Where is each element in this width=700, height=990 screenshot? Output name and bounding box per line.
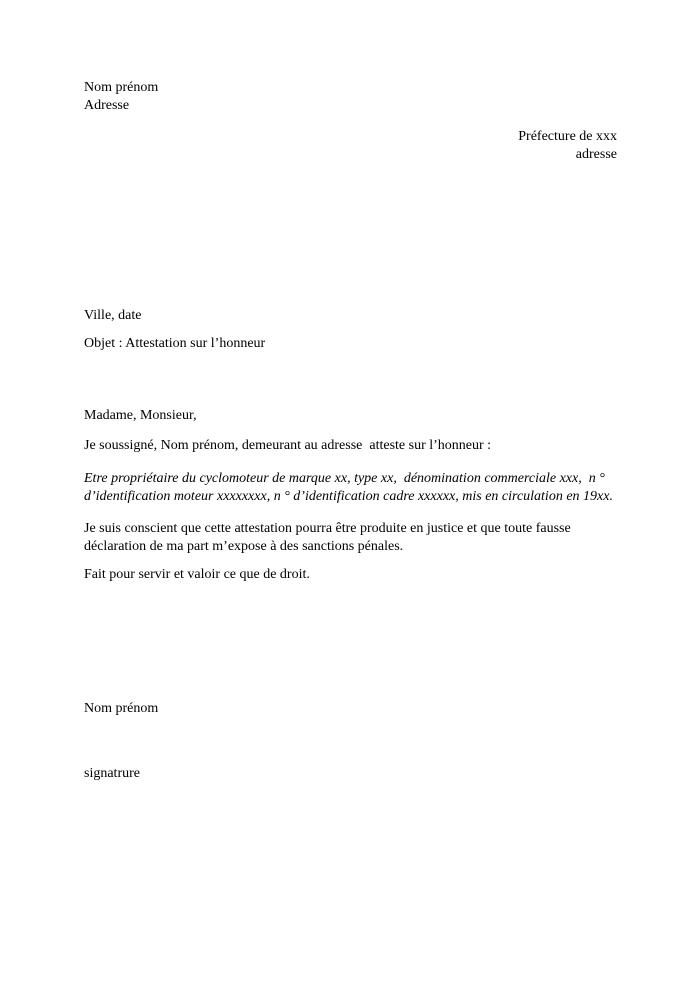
signature-label: signatrure (84, 766, 140, 781)
statement-line: Etre propriétaire du cyclomoteur de marque xx, type xx, dénomination commerciale xxx, n ° (84, 471, 605, 486)
signature-name: Nom prénom (84, 701, 159, 716)
sender-address: Adresse (84, 97, 130, 113)
recipient-address: adresse (575, 146, 617, 162)
disclaimer-line: déclaration de ma part m’expose à des sanctions pénales. (84, 538, 404, 554)
city-date: Ville, date (84, 308, 142, 323)
intro-paragraph: Je soussigné, Nom prénom, demeurant au adresse atteste sur l’honneur : (84, 438, 492, 453)
disclaimer-paragraph (84, 520, 571, 555)
sender-block (84, 79, 158, 114)
sender-name: Nom prénom (84, 80, 159, 95)
disclaimer-line: Je suis conscient que cette attestation pourra être produite en justice et que toute fausse (84, 521, 571, 536)
statement-line: d’identification moteur xxxxxxxx, n ° d’identification cadre xxxxxx, mis en circulation en 19xx. (84, 488, 613, 504)
closing-sentence: Fait pour servir et valoir ce que de droit. (84, 567, 310, 582)
recipient-name: Préfecture de xxx (518, 129, 617, 144)
subject-line: Objet : Attestation sur l’honneur (84, 336, 266, 351)
salutation: Madame, Monsieur, (84, 408, 197, 423)
statement-paragraph (84, 470, 613, 505)
recipient-block (518, 128, 617, 163)
